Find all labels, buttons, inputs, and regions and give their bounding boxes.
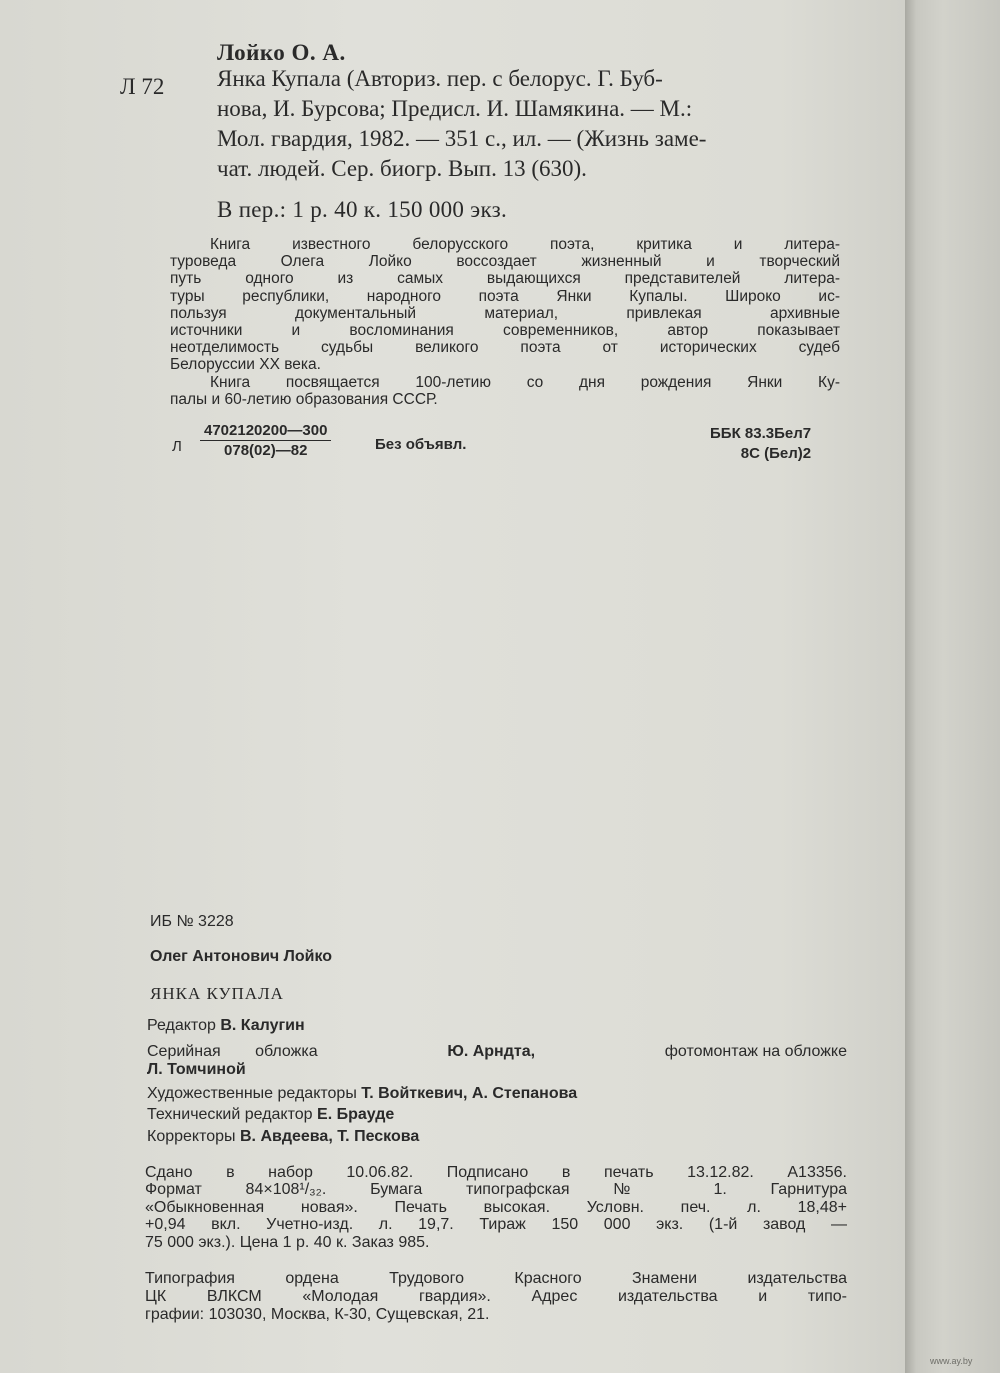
annotation-line: Книга посвящается 100-летию со дня рождения Янки Ку- [210,373,840,391]
annotation [170,236,840,408]
art-editors-names: Т. Войткевич, А. Степанова [361,1085,578,1102]
annotation-line: Белоруссии XX века. [170,356,321,374]
page-gutter-shadow [905,0,1000,1373]
bibliographic-description [217,64,863,184]
ib-number: ИБ № 3228 [150,913,234,930]
printer-line: графии: 103030, Москва, К-30, Сущевская, 21. [145,1306,490,1323]
catalog-code: Л 72 [120,74,165,99]
technical-line: Формат 84×108¹/₃₂. Бумага типографская № 1. Гарнитура [145,1181,847,1199]
printer-line: Типография ордена Трудового Красного Знамени издательства [145,1270,847,1287]
annotation-line: Книга известного белорусского поэта, критика и литера- [210,236,840,253]
bibliographic-line: чат. людей. Сер. биогр. Вып. 13 (630). [217,156,587,181]
author-heading: Лойко О. А. [217,40,346,65]
bibliographic-line: нова, И. Бурсова; Предисл. И. Шамякина. — М.: [217,96,693,121]
cover-credit [147,1043,847,1079]
technical-line: 75 000 экз.). Цена 1 р. 40 к. Заказ 985. [145,1233,430,1251]
bibliographic-line: Мол. гвардия, 1982. — 351 с., ил. — (Жизнь заме- [217,126,707,151]
annotation-line: туроведа Олега Лойко воссоздает жизненный и творческий [170,253,840,271]
annotation-line: палы и 60-летию образования СССР. [170,390,438,408]
technical-line: «Обыкновенная новая». Печать высокая. Условн. печ. л. 18,48+ [145,1198,847,1216]
art-editors-line [147,1085,577,1103]
annotation-line: туры республики, народного поэта Янки Купалы. Широко ис- [170,287,840,305]
annotation-line: путь одного из самых выдающихся представителей литера- [170,270,840,288]
index-letter: Л [172,438,182,455]
index-denominator: 078(02)—82 [224,442,308,459]
tech-editor-label: Технический редактор [147,1106,313,1123]
annotation-line: источники и восломинания современников, автор показывает [170,322,840,340]
index-numerator: 4702120200—300 [200,422,331,441]
bbk-codes [710,424,811,464]
bbk-code-1: ББК 83.3Бел7 [710,425,812,442]
bibliographic-line: Янка Купала (Авториз. пер. с белорус. Г. Буб- [217,66,663,91]
watermark: www.ay.by [930,1356,973,1366]
printer-info [145,1270,847,1324]
bbk-code-2: 8С (Бел)2 [740,445,812,462]
book-title-caps: ЯНКА КУПАЛА [150,984,284,1003]
editor-line [147,1017,305,1035]
correctors-line [147,1128,419,1146]
cover-name: Ю. Арндта, [447,1043,536,1060]
cover-photo-label: фотомонтаж на обложке [664,1043,847,1060]
author-full-name: Олег Антонович Лойко [150,948,333,965]
cover-photo-name: Л. Томчиной [147,1061,246,1078]
index-fraction [200,422,331,459]
technical-details [145,1164,847,1251]
editor-label: Редактор [147,1017,216,1034]
editor-name: В. Калугин [220,1017,305,1034]
printer-line: ЦК ВЛКСМ «Молодая гвардия». Адрес издательства и типо- [145,1288,847,1305]
technical-line: +0,94 вкл. Учетно-изд. л. 19,7. Тираж 150 000 экз. (1-й завод — [145,1216,847,1234]
no-ad-note: Без объявл. [375,436,467,453]
annotation-line: пользуя документальный материал, привлекая архивные [170,304,840,322]
tech-editor-line [147,1106,394,1124]
tech-editor-name: Е. Брауде [317,1106,395,1123]
price-line: В пер.: 1 р. 40 к. 150 000 экз. [217,197,508,222]
annotation-line: неотделимость судьбы великого поэта от исторических судеб [170,339,840,357]
correctors-names: В. Авдеева, Т. Пескова [240,1128,420,1145]
cover-label: Серийная обложка [147,1043,318,1060]
technical-line: Сдано в набор 10.06.82. Подписано в печать 13.12.82. А13356. [145,1164,847,1181]
art-editors-label: Художественные редакторы [147,1085,357,1102]
correctors-label: Корректоры [147,1128,236,1145]
